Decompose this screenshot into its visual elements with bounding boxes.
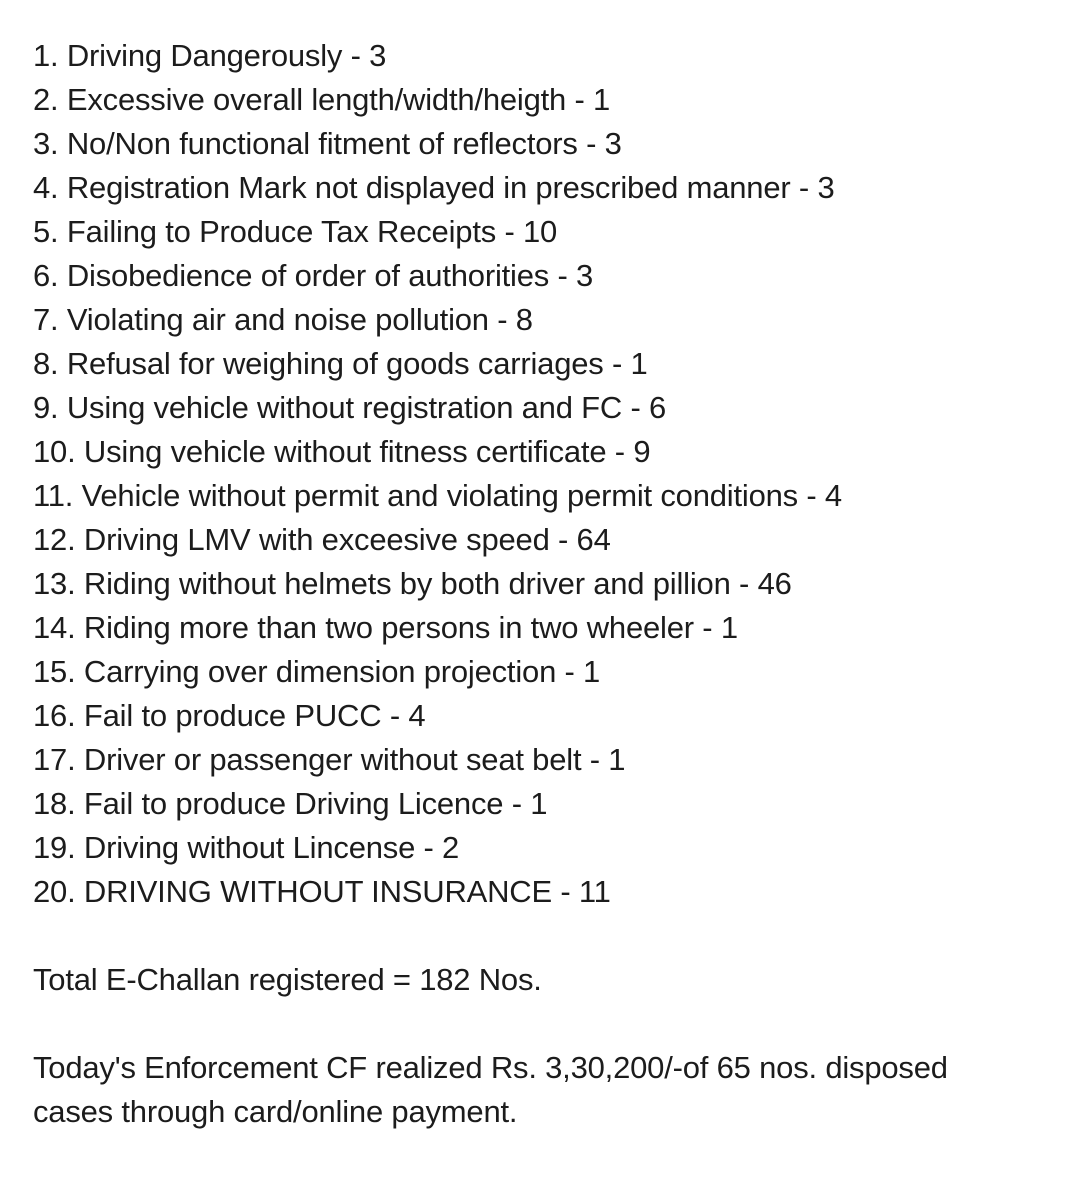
list-item: 3. No/Non functional fitment of reflectors - 3 bbox=[33, 126, 622, 161]
list-item: 14. Riding more than two persons in two wheeler - 1 bbox=[33, 610, 738, 645]
list-item: 18. Fail to produce Driving Licence - 1 bbox=[33, 786, 548, 821]
list-item: 2. Excessive overall length/width/heigth - 1 bbox=[33, 82, 611, 117]
spacer bbox=[33, 914, 1063, 958]
total-echallan-text: Total E-Challan registered = 182 Nos. bbox=[33, 962, 542, 997]
enforcement-summary-text: Today's Enforcement CF realized Rs. 3,30,200/-of 65 nos. disposed cases through card/online payment. bbox=[33, 1050, 948, 1129]
list-item: 16. Fail to produce PUCC - 4 bbox=[33, 698, 426, 733]
list-item: 6. Disobedience of order of authorities - 3 bbox=[33, 258, 594, 293]
list-item: 11. Vehicle without permit and violating permit conditions - 4 bbox=[33, 478, 842, 513]
list-item: 19. Driving without Lincense - 2 bbox=[33, 830, 460, 865]
list-item: 17. Driver or passenger without seat belt - 1 bbox=[33, 742, 626, 777]
list-item: 10. Using vehicle without fitness certificate - 9 bbox=[33, 434, 651, 469]
list-item: 15. Carrying over dimension projection - 1 bbox=[33, 654, 601, 689]
list-item: 5. Failing to Produce Tax Receipts - 10 bbox=[33, 214, 558, 249]
list-item: 1. Driving Dangerously - 3 bbox=[33, 38, 387, 73]
list-item: 13. Riding without helmets by both driver and pillion - 46 bbox=[33, 566, 792, 601]
list-item: 4. Registration Mark not displayed in prescribed manner - 3 bbox=[33, 170, 835, 205]
message-body bbox=[33, 34, 1063, 1134]
spacer bbox=[33, 1002, 1063, 1046]
list-item: 20. DRIVING WITHOUT INSURANCE - 11 bbox=[33, 874, 611, 909]
list-item: 12. Driving LMV with exceesive speed - 64 bbox=[33, 522, 611, 557]
list-item: 8. Refusal for weighing of goods carriages - 1 bbox=[33, 346, 648, 381]
list-item: 9. Using vehicle without registration and FC - 6 bbox=[33, 390, 667, 425]
list-item: 7. Violating air and noise pollution - 8 bbox=[33, 302, 533, 337]
